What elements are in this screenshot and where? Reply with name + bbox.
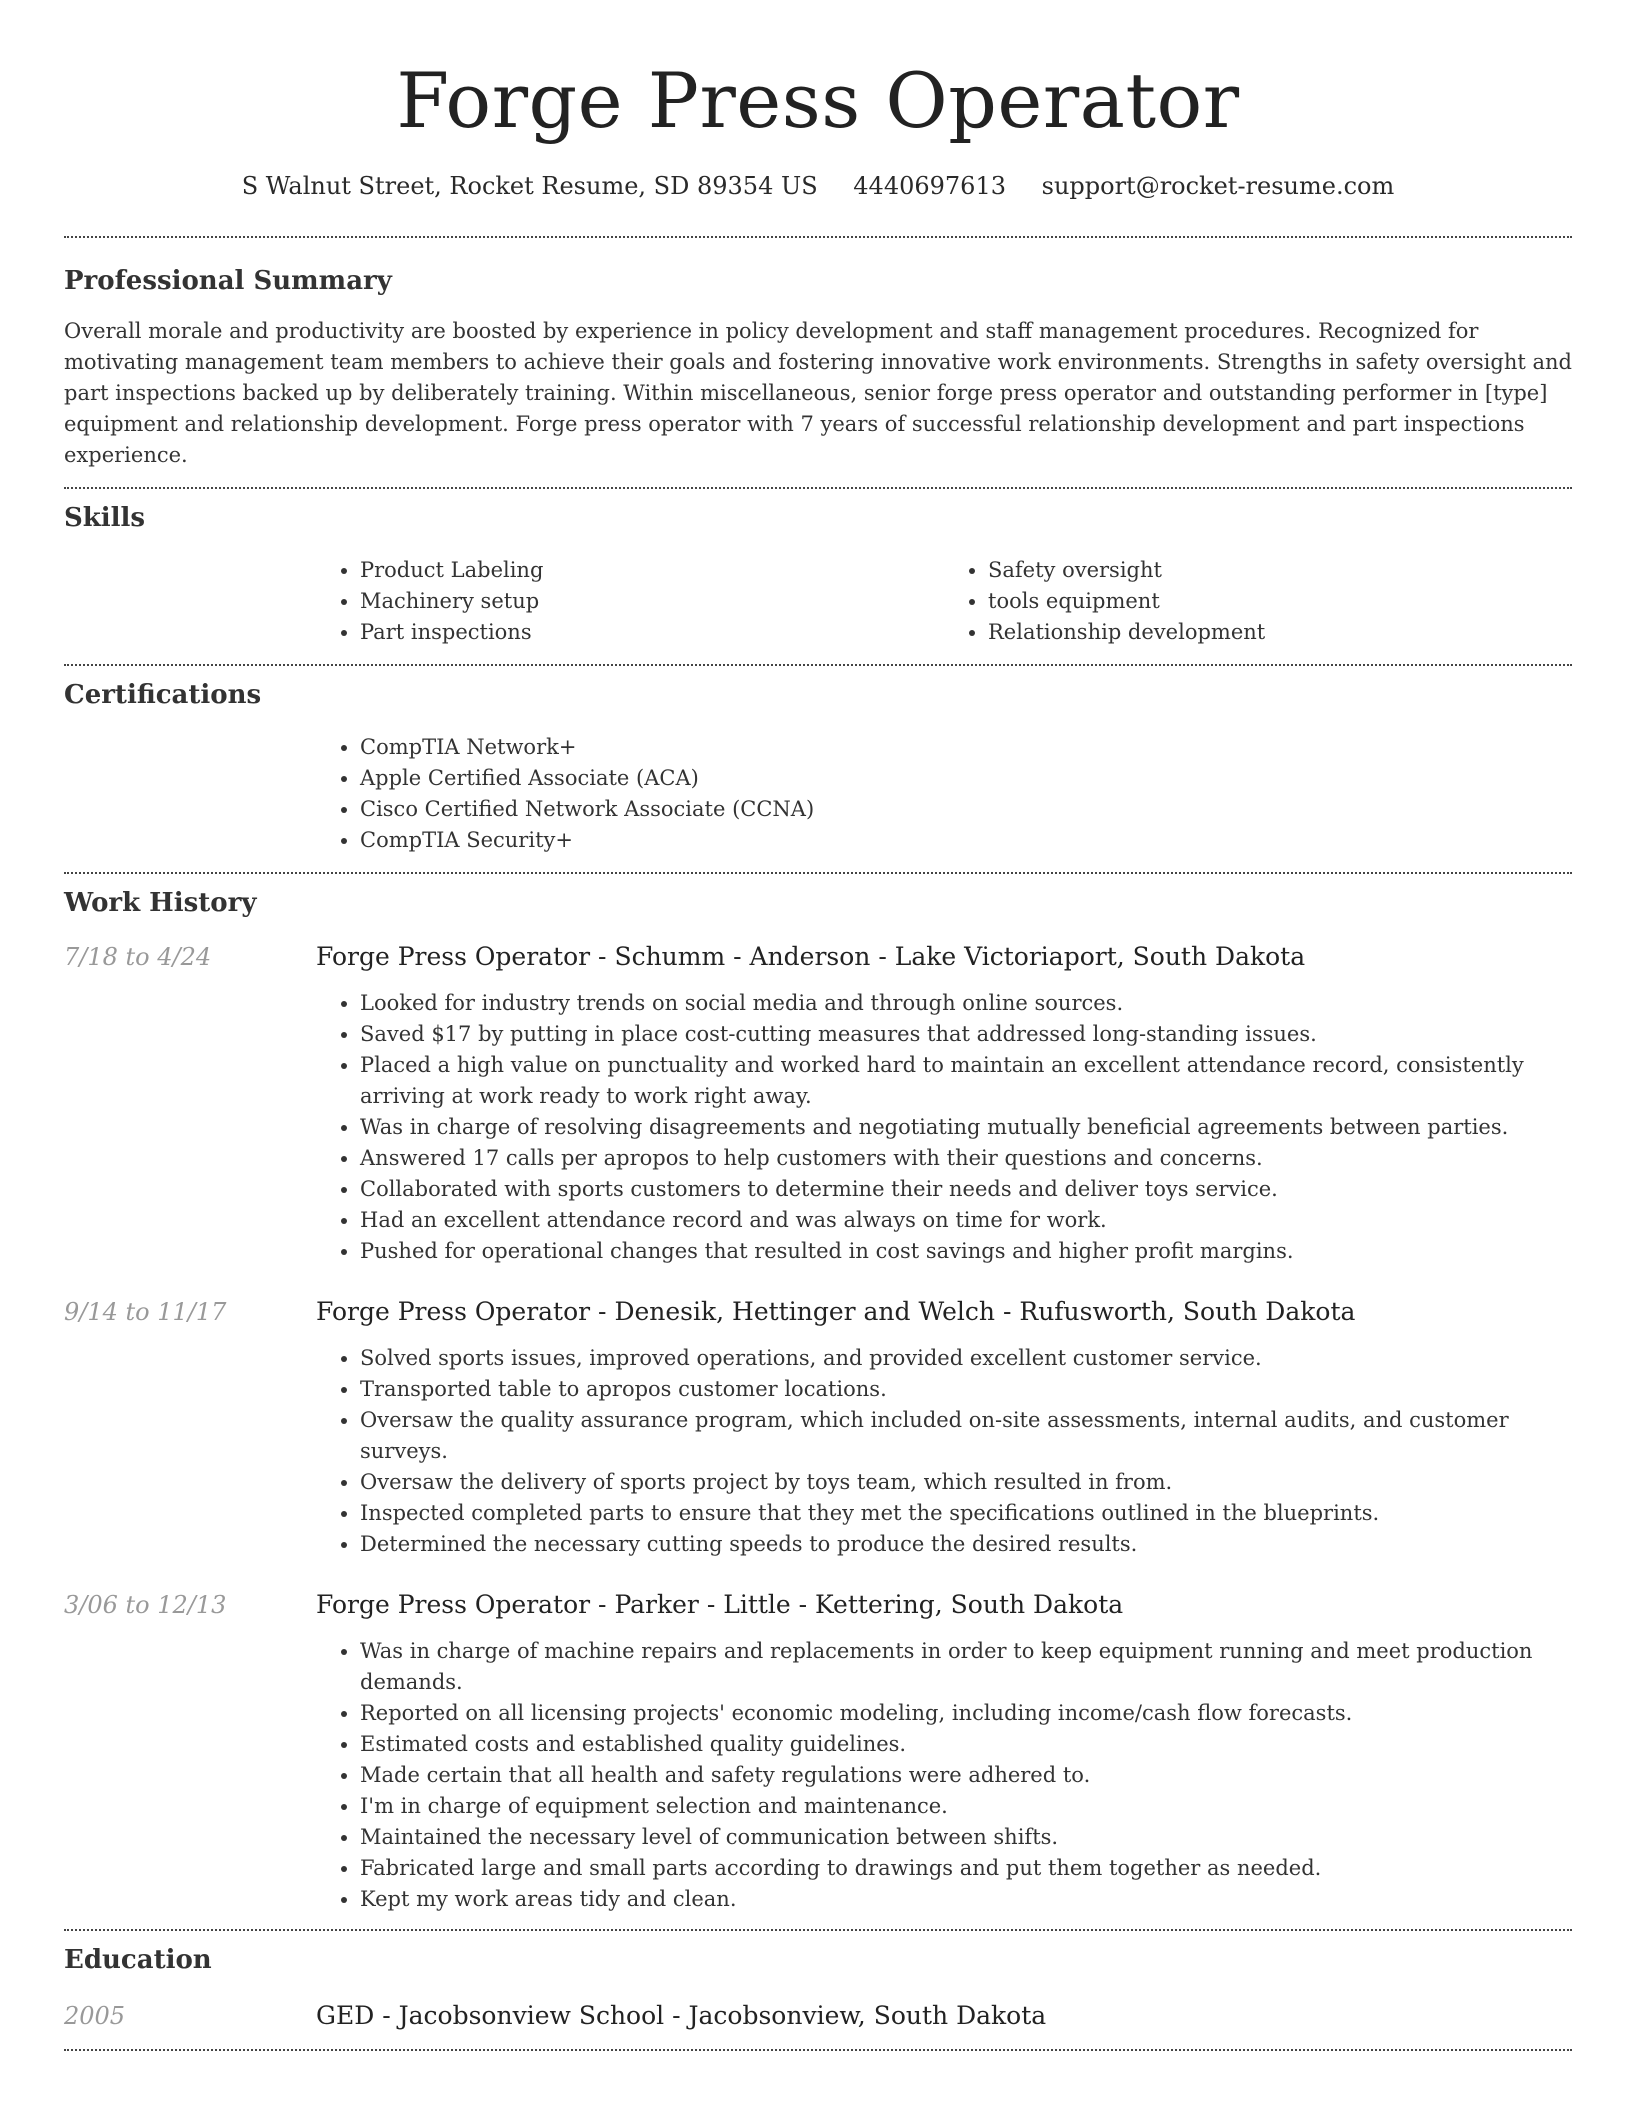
list-item: • Fabricated large and small parts according to drawings and put them together as needed. — [360, 1853, 1572, 1884]
certifications-section — [64, 666, 1572, 856]
list-item: • Oversaw the quality assurance program, which included on-site assessments, internal audits, and customer surveys. — [360, 1405, 1572, 1467]
certifications-heading: Certifications — [64, 680, 262, 710]
skills-grid — [316, 555, 1572, 648]
list-item: • Machinery setup — [360, 586, 944, 617]
job-title: Forge Press Operator - Denesik, Hettinger and Welch - Rufusworth, South Dakota — [316, 1297, 1356, 1326]
contact-email: support@rocket-resume.com — [1041, 172, 1395, 200]
certifications-list — [316, 732, 1572, 856]
list-item: • Cisco Certified Network Associate (CCNA) — [360, 794, 1572, 825]
list-item: • Had an excellent attendance record and was always on time for work. — [360, 1205, 1572, 1236]
contact-phone: 4440697613 — [853, 172, 1006, 200]
list-item: • Oversaw the delivery of sports project by toys team, which resulted in from. — [360, 1467, 1572, 1498]
skills-list-left — [316, 555, 944, 648]
contact-line — [64, 170, 1572, 202]
job-title: Forge Press Operator - Schumm - Anderson - Lake Victoriaport, South Dakota — [316, 942, 1306, 971]
list-item: • Looked for industry trends on social media and through online sources. — [360, 988, 1572, 1019]
resume-page — [64, 0, 1572, 2051]
list-item: • CompTIA Network+ — [360, 732, 1572, 763]
contact-address: S Walnut Street, Rocket Resume, SD 89354 US — [241, 172, 818, 200]
list-item: • Safety oversight — [988, 555, 1572, 586]
summary-section — [64, 238, 1572, 471]
education-section — [64, 1931, 1572, 2033]
list-item: • Pushed for operational changes that resulted in cost savings and higher profit margins. — [360, 1236, 1572, 1267]
list-item: • Was in charge of resolving disagreements and negotiating mutually beneficial agreements between parties. — [360, 1112, 1572, 1143]
job-entry — [64, 1588, 1572, 1915]
summary-heading: Professional Summary — [64, 266, 392, 296]
resume-name: Forge Press Operator — [396, 56, 1240, 145]
list-item: • Placed a high value on punctuality and worked hard to maintain an excellent attendance record, consistently arriving at work ready to work right away. — [360, 1050, 1572, 1112]
work-history-heading: Work History — [64, 888, 257, 918]
list-item: • I'm in charge of equipment selection and maintenance. — [360, 1791, 1572, 1822]
job-header — [64, 1588, 1572, 1622]
list-item: • Kept my work areas tidy and clean. — [360, 1884, 1572, 1915]
list-item: • Transported table to apropos customer locations. — [360, 1374, 1572, 1405]
education-heading: Education — [64, 1945, 212, 1975]
list-item: • Estimated costs and established quality guidelines. — [360, 1729, 1572, 1760]
list-item: • Reported on all licensing projects' economic modeling, including income/cash flow forecasts. — [360, 1698, 1572, 1729]
job-entry — [64, 1295, 1572, 1560]
education-title: GED - Jacobsonview School - Jacobsonview, South Dakota — [316, 2001, 1047, 2030]
list-item: • Collaborated with sports customers to determine their needs and deliver toys service. — [360, 1174, 1572, 1205]
job-dates: 3/06 to 12/13 — [64, 1591, 227, 1619]
list-item: • tools equipment — [988, 586, 1572, 617]
job-title: Forge Press Operator - Parker - Little - Kettering, South Dakota — [316, 1590, 1124, 1619]
job-dates: 9/14 to 11/17 — [64, 1298, 227, 1326]
list-item: • CompTIA Security+ — [360, 825, 1572, 856]
skills-section — [64, 489, 1572, 648]
skills-list-right — [944, 555, 1572, 648]
list-item: • Determined the necessary cutting speeds to produce the desired results. — [360, 1529, 1572, 1560]
education-entry — [64, 1999, 1572, 2033]
job-header — [64, 1295, 1572, 1329]
list-item: • Apple Certified Associate (ACA) — [360, 763, 1572, 794]
job-bullets — [316, 1636, 1572, 1915]
list-item: • Made certain that all health and safety regulations were adhered to. — [360, 1760, 1572, 1791]
list-item: • Part inspections — [360, 617, 944, 648]
list-item: • Relationship development — [988, 617, 1572, 648]
job-dates: 7/18 to 4/24 — [64, 943, 212, 971]
education-date: 2005 — [64, 2002, 126, 2030]
summary-text: Overall morale and productivity are boosted by experience in policy development and staff management procedures. Recognized for motivating management team members to achieve their goals and fostering innovative work environments. Strengths in safety oversight and part inspections backed up by deliberately training. Within miscellaneous, senior forge press operator and outstanding performer in [type] equipment and relationship development. Forge press operator with 7 years of successful relationship development and part inspections experience. — [64, 319, 1572, 467]
list-item: • Solved sports issues, improved operations, and provided excellent customer service. — [360, 1343, 1572, 1374]
list-item: • Product Labeling — [360, 555, 944, 586]
job-bullets — [316, 988, 1572, 1267]
skills-heading: Skills — [64, 503, 146, 533]
job-bullets — [316, 1343, 1572, 1560]
section-divider — [64, 2049, 1572, 2051]
job-header — [64, 940, 1572, 974]
list-item: • Was in charge of machine repairs and replacements in order to keep equipment running and meet production demands. — [360, 1636, 1572, 1698]
list-item: • Saved $17 by putting in place cost-cutting measures that addressed long-standing issues. — [360, 1019, 1572, 1050]
work-history-section — [64, 874, 1572, 1915]
list-item: • Answered 17 calls per apropos to help customers with their questions and concerns. — [360, 1143, 1572, 1174]
list-item: • Inspected completed parts to ensure that they met the specifications outlined in the blueprints. — [360, 1498, 1572, 1529]
list-item: • Maintained the necessary level of communication between shifts. — [360, 1822, 1572, 1853]
job-entry — [64, 940, 1572, 1267]
